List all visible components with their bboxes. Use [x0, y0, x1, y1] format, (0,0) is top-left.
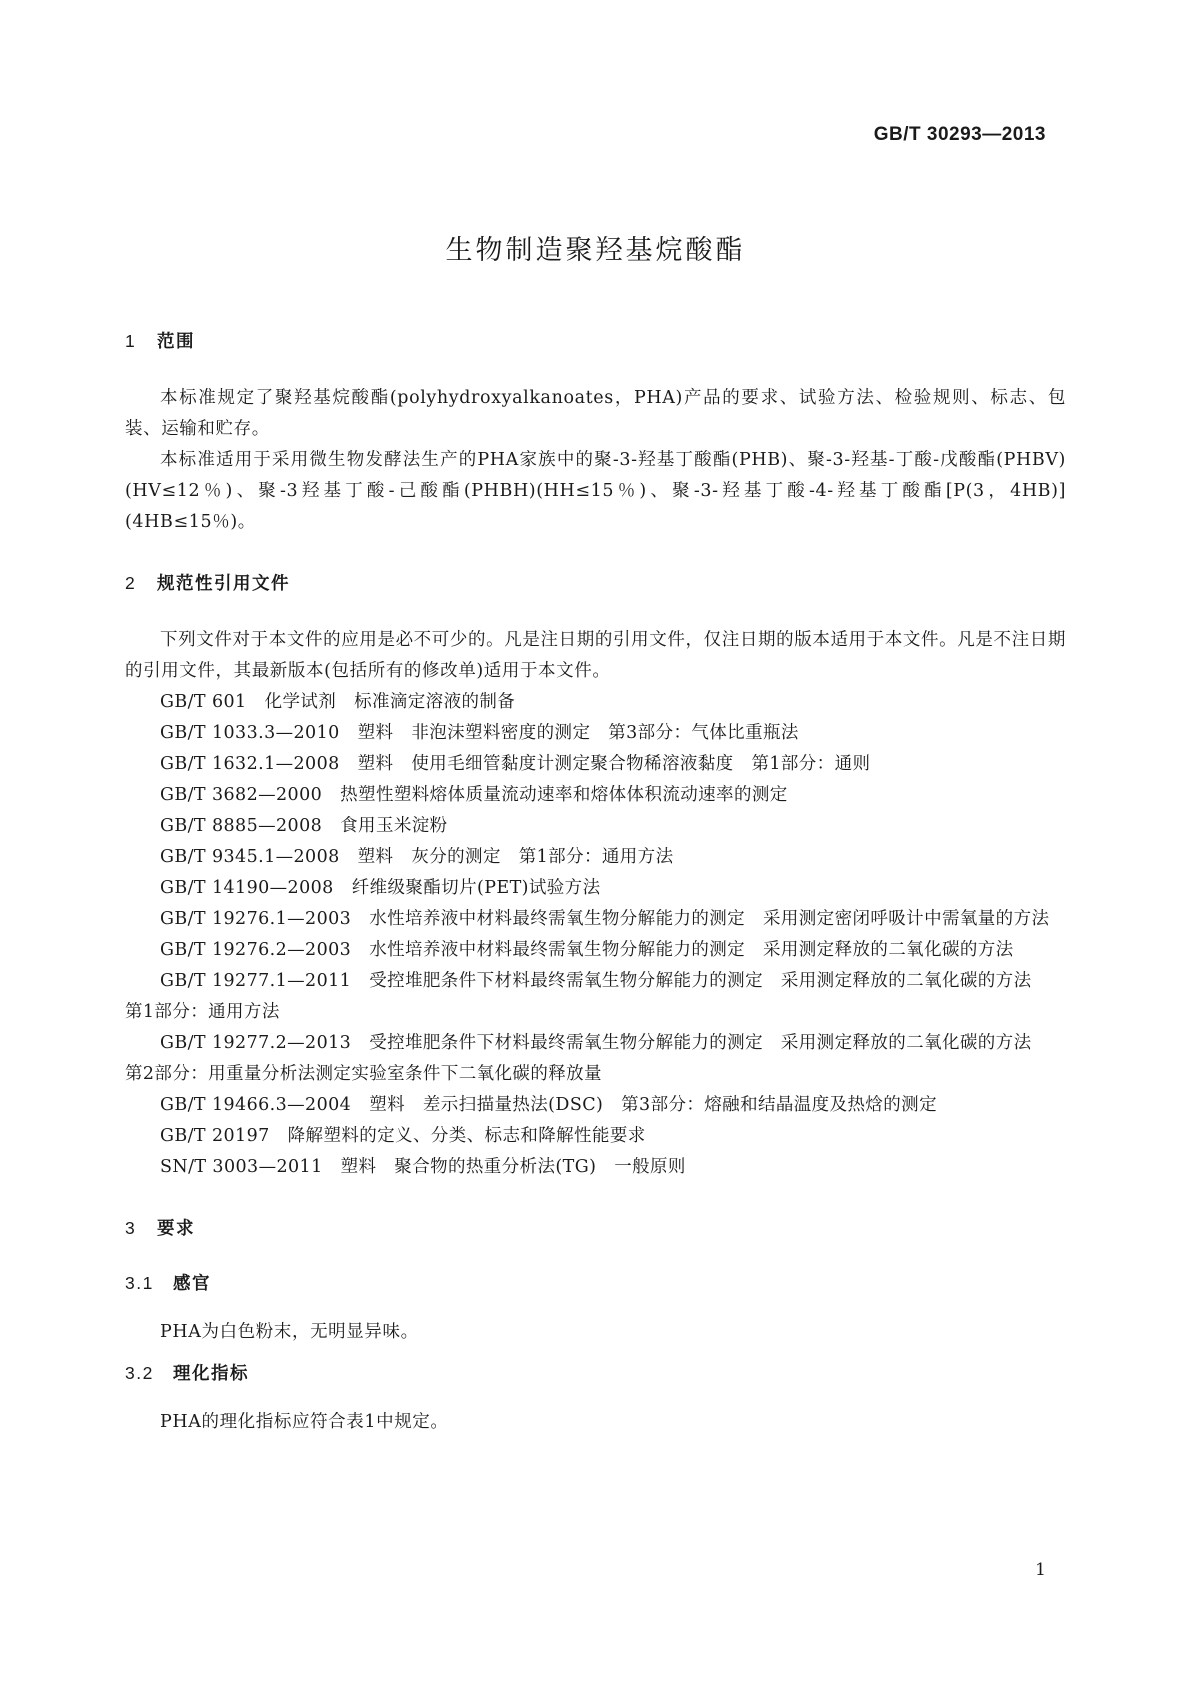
subsection-3-2-heading	[125, 1360, 1066, 1385]
subsection-number: 3.1	[125, 1273, 154, 1293]
reference-item	[125, 904, 1066, 935]
reference-title: 热塑性塑料熔体质量流动速率和熔体体积流动速率的测定	[340, 785, 788, 805]
reference-code: GB/T 601	[160, 692, 247, 712]
reference-title: 降解塑料的定义、分类、标志和降解性能要求	[287, 1126, 646, 1146]
reference-item	[125, 1121, 1066, 1152]
reference-title: 受控堆肥条件下材料最终需氧生物分解能力的测定 采用测定释放的二氧化碳的方法 第2部分：用重量分析法测定实验室条件下二氧化碳的释放量	[125, 1033, 1050, 1084]
reference-item	[125, 780, 1066, 811]
reference-title: 受控堆肥条件下材料最终需氧生物分解能力的测定 采用测定释放的二氧化碳的方法 第1部分：通用方法	[125, 971, 1050, 1022]
reference-code: GB/T 1033.3—2010	[160, 723, 340, 743]
subsection-number: 3.2	[125, 1363, 154, 1383]
section-3-heading	[125, 1215, 1066, 1240]
reference-code: GB/T 8885—2008	[160, 816, 323, 836]
reference-title: 塑料 非泡沫塑料密度的测定 第3部分：气体比重瓶法	[357, 723, 799, 743]
reference-code: GB/T 20197	[160, 1126, 270, 1146]
scope-paragraph-1: 本标准规定了聚羟基烷酸酯(polyhydroxyalkanoates，PHA)产品的要求、试验方法、检验规则、标志、包装、运输和贮存。	[125, 388, 1066, 439]
reference-title: 纤维级聚酯切片(PET)试验方法	[351, 878, 601, 898]
reference-item	[125, 1028, 1066, 1090]
reference-code: GB/T 1632.1—2008	[160, 754, 340, 774]
standard-code: GB/T 30293—2013	[873, 124, 1046, 145]
reference-code: SN/T 3003—2011	[160, 1157, 323, 1177]
reference-title: 塑料 差示扫描量热法(DSC) 第3部分：熔融和结晶温度及热焓的测定	[369, 1095, 937, 1115]
subsection-3-1-heading	[125, 1270, 1066, 1295]
reference-item	[125, 718, 1066, 749]
reference-item	[125, 935, 1066, 966]
reference-code: GB/T 19276.2—2003	[160, 940, 352, 960]
section-2-heading	[125, 570, 1066, 595]
reference-title: 食用玉米淀粉	[340, 816, 448, 836]
section-title: 范围	[157, 332, 195, 352]
reference-title: 塑料 灰分的测定 第1部分：通用方法	[357, 847, 674, 867]
references-intro: 下列文件对于本文件的应用是必不可少的。凡是注日期的引用文件，仅注日期的版本适用于本文件。凡是不注日期的引用文件，其最新版本(包括所有的修改单)适用于本文件。	[125, 630, 1066, 681]
reference-item	[125, 873, 1066, 904]
reference-item	[125, 749, 1066, 780]
reference-code: GB/T 19276.1—2003	[160, 909, 352, 929]
reference-code: GB/T 19277.2—2013	[160, 1033, 352, 1053]
reference-title: 水性培养液中材料最终需氧生物分解能力的测定 采用测定释放的二氧化碳的方法	[369, 940, 1014, 960]
reference-item	[125, 687, 1066, 718]
section-title: 规范性引用文件	[157, 574, 290, 594]
reference-code: GB/T 19277.1—2011	[160, 971, 352, 991]
reference-code: GB/T 3682—2000	[160, 785, 323, 805]
sensory-text: PHA为白色粉末，无明显异味。	[160, 1322, 419, 1342]
section-title: 要求	[157, 1219, 195, 1239]
scope-paragraph-2: 本标准适用于采用微生物发酵法生产的PHA家族中的聚-3-羟基丁酸酯(PHB)、聚-3-羟基-丁酸-戊酸酯(PHBV)(HV≤12％)、聚-3羟基丁酸-己酸酯(PHBH)(HH≤15％)、聚-3-羟基丁酸-4-羟基丁酸酯[P(3，4HB)](4HB≤15％)。	[125, 450, 1066, 532]
subsection-title: 理化指标	[173, 1364, 249, 1384]
reference-item	[125, 842, 1066, 873]
reference-title: 水性培养液中材料最终需氧生物分解能力的测定 采用测定密闭呼吸计中需氧量的方法	[369, 909, 1050, 929]
section-number: 1	[125, 331, 137, 351]
reference-title: 塑料 使用毛细管黏度计测定聚合物稀溶液黏度 第1部分：通则	[357, 754, 871, 774]
reference-item	[125, 966, 1066, 1028]
reference-item	[125, 1152, 1066, 1183]
section-number: 3	[125, 1218, 137, 1238]
document-title: 生物制造聚羟基烷酸酯	[445, 235, 746, 266]
reference-code: GB/T 9345.1—2008	[160, 847, 340, 867]
reference-code: GB/T 14190—2008	[160, 878, 334, 898]
reference-title: 化学试剂 标准滴定溶液的制备	[264, 692, 516, 712]
reference-item	[125, 1090, 1066, 1121]
page-number: 1	[1035, 1560, 1046, 1580]
subsection-title: 感官	[173, 1274, 211, 1294]
document-body	[125, 328, 1066, 1438]
section-number: 2	[125, 573, 137, 593]
section-1-heading	[125, 328, 1066, 353]
reference-item	[125, 811, 1066, 842]
reference-title: 塑料 聚合物的热重分析法(TG) 一般原则	[340, 1157, 686, 1177]
physchem-text: PHA的理化指标应符合表1中规定。	[160, 1412, 449, 1432]
reference-code: GB/T 19466.3—2004	[160, 1095, 352, 1115]
